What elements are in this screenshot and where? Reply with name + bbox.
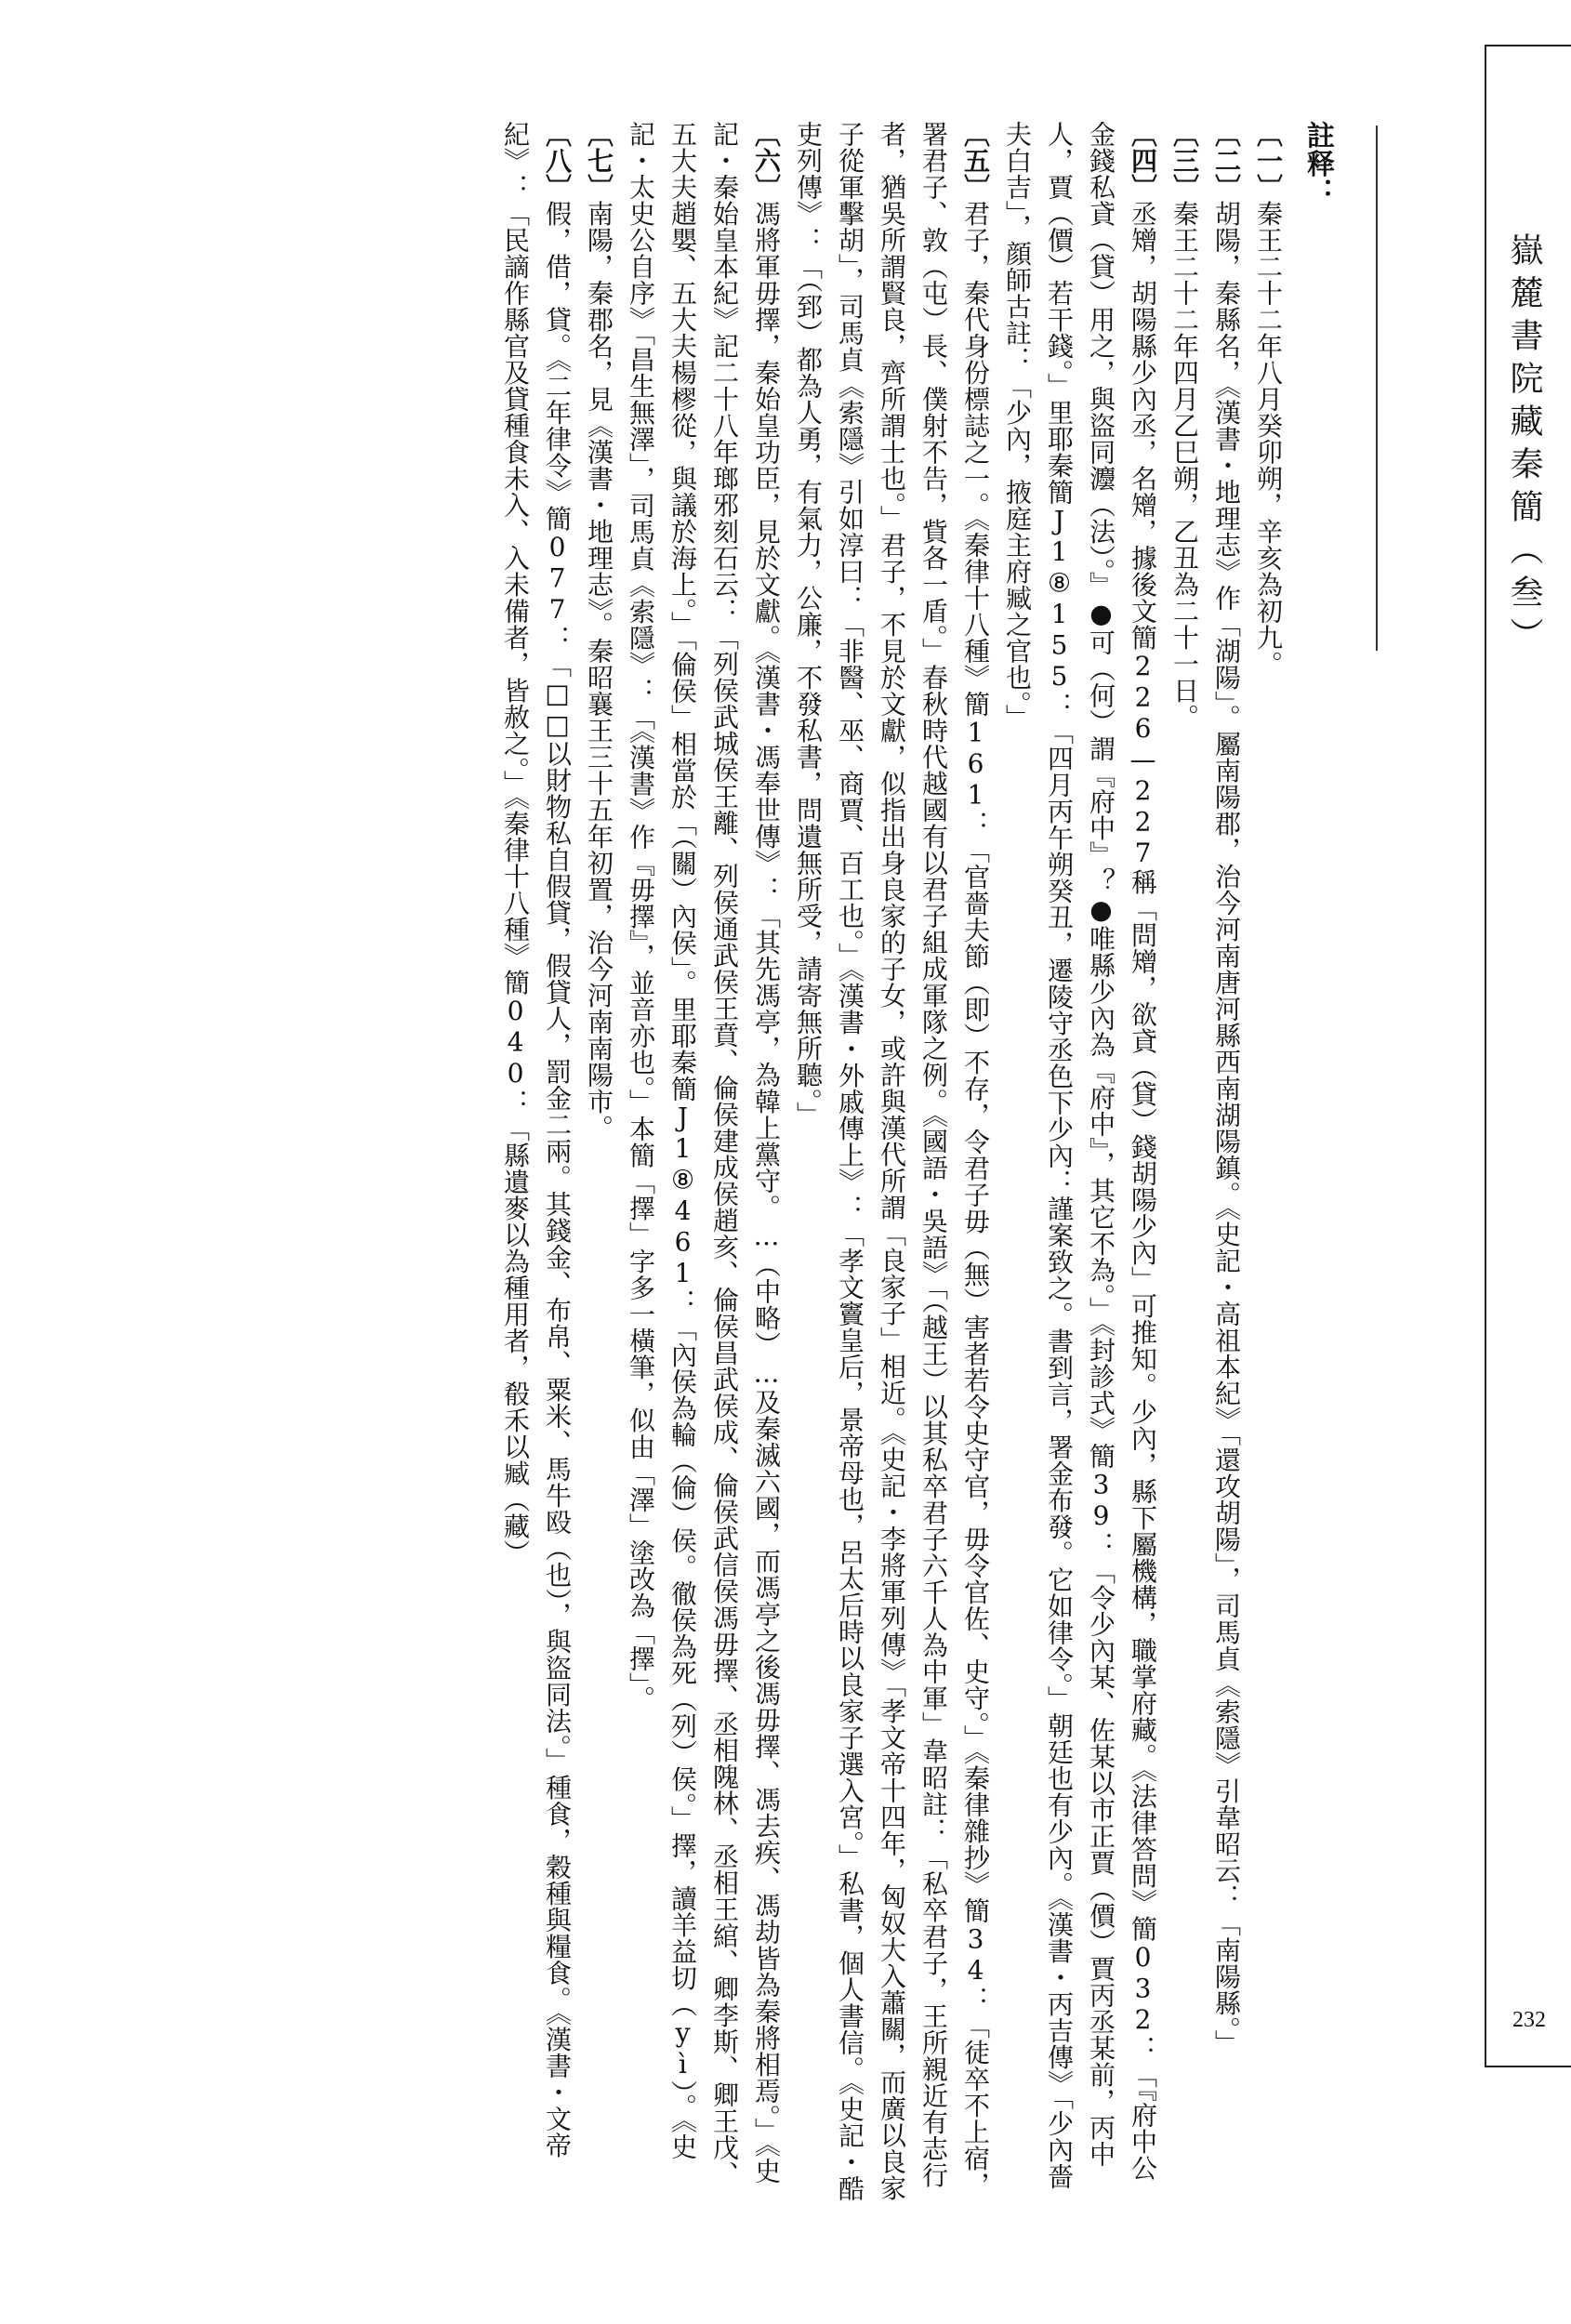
note-text: 君子，秦代身份標誌之一。《秦律十八種》簡161：「官嗇夫節（即）不存，令君子毋（無）害者若令史守官，毋令官佐、史守。」《秦律雜抄》簡34：「徒卒不上宿，署君子、敦（屯）長、僕射不告，貲各一盾。」春秋時代越國有以君子組成軍隊之例。《國語・吳語》「（越王）以其私卒君子六千人為中軍」韋昭註：「私卒君子，王所親近有志行者，猶吳所謂賢良，齊所謂士也。」君子，不見於文獻，似指出身良家的子女，或許與漢代所謂「良家子」相近。《史記・李將軍列傳》「孝文帝十四年，匈奴大入蕭關，而廣以良家子從軍擊胡」，司馬貞《索隱》引如淳曰：「非醫、巫、商賈、百工也。」《漢書・外戚傳上》：「孝文竇皇后，景帝母也，呂太后時以良家子選入宮。」私書，個人書信。《史記・酷吏列傳》：「（郅）都為人勇，有氣力，公廉，不發私書，問遺無所受，請寄無所聽。」 [793, 121, 991, 2202]
page-number: 232 [1512, 2008, 1546, 2032]
note-text: 丞矰，胡陽縣少內丞，名矰，據後文簡226—227稱「問矰，欲貣（貸）錢胡陽少內」可推知。少內，縣下屬機構，職掌府藏。《法律答問》簡032：「『府中公金錢私貣（貸）用之，與盜同灋（法）。』●可（何）謂『府中』？●唯縣少內為『府中』，其它不為。」《封診式》簡39：「令少內某、佐某以市正賈（價）賈丙丞某前，丙中人，賈（價）若干錢。」里耶秦簡J1⑧155：「四月丙午朔癸丑，遷陵守丞色下少內：謹案致之。書到言，署金布發。它如律令。」朝廷也有少內。《漢書・丙吉傳》「少內嗇夫白吉」，顔師古註：「少內，掖庭主府臧之官也。」 [1002, 121, 1158, 2190]
note-text: 胡陽，秦縣名，《漢書・地理志》作「湖陽」。屬南陽郡，治今河南唐河縣西南湖陽鎮。《史記・高祖本紀》「還攻胡陽」，司馬貞《索隱》引韋昭云：「南陽縣。」 [1211, 200, 1242, 2056]
note-number: 〔四〕 [1128, 121, 1158, 201]
note-number: 〔一〕 [1253, 121, 1284, 201]
note-text: 秦王二十二年四月乙巳朔，乙丑為二十一日。 [1169, 200, 1200, 731]
page-frame-top [1485, 45, 1571, 46]
note-number: 〔五〕 [960, 121, 991, 201]
page-frame-line [1485, 45, 1486, 2067]
notes-body [139, 121, 1339, 2203]
note-text: 秦王二十二年八月癸卯朔，辛亥為初九。 [1253, 200, 1284, 678]
note-number: 〔八〕 [542, 121, 573, 201]
note-2 [1206, 121, 1248, 2203]
note-4 [997, 121, 1164, 2203]
note-text: 南陽，秦郡名，見《漢書・地理志》。秦昭襄王三十五年初置，治今河南南陽市。 [584, 200, 614, 1142]
note-number: 〔二〕 [1211, 121, 1242, 201]
running-title: 嶽麓書院藏秦簡（叁） [1505, 232, 1543, 660]
notes-heading: 註释： [1301, 121, 1334, 206]
note-number: 〔六〕 [751, 121, 782, 201]
page-frame-bottom [1485, 2066, 1571, 2067]
note-text: 馮將軍毋擇，秦始皇功臣，見於文獻。《漢書・馮奉世傳》：「其先馮亭，為韓上黨守。…（中略）…及秦滅六國，而馮亭之後馮毋擇、馮去疾、馮劫皆為秦將相焉。」《史記・秦始皇本紀》記二十八年瑯邪刻石云：「列侯武城侯王離、列侯通武侯王賁、倫侯建成侯趙亥、倫侯昌武侯成、倫侯武信侯馮毋擇、丞相隗林、丞相王綰、卿李斯、卿王戊、五大夫趙嬰、五大夫楊樛從，與議於海上。」「倫侯」相當於「（關）內侯」。里耶秦簡J1⑧461：「內侯為輪（倫）侯。徹侯為死（列）侯。」擇，讀羊益切（yì）。《史記・太史公自序》「昌生無澤」，司馬貞《索隱》：「《漢書》作『毋擇』，並音亦也。」本簡「擇」字多一橫筆，似由「澤」塗改為「擇」。 [626, 121, 782, 2187]
note-number: 〔三〕 [1169, 121, 1200, 201]
note-6 [620, 121, 787, 2203]
note-number: 〔七〕 [584, 121, 614, 201]
note-7 [578, 121, 620, 2203]
note-1 [1248, 121, 1289, 2203]
note-8 [495, 121, 578, 2203]
header-rule [1376, 125, 1378, 651]
note-3 [1164, 121, 1206, 2203]
note-text: 假，借，貸。《二年律令》簡077：「□□以財物私自假貸，假貸人，罰金二兩。其錢金、布帛、粟米、馬牛殴（也），與盜同法。」種食，穀種與糧食。《漢書・文帝紀》：「民謫作縣官及貸種食未入、入未備者，皆赦之。」《秦律十八種》簡040：「縣遺麥以為種用者，殽禾以臧（藏） [500, 121, 573, 2159]
note-5 [787, 121, 997, 2203]
